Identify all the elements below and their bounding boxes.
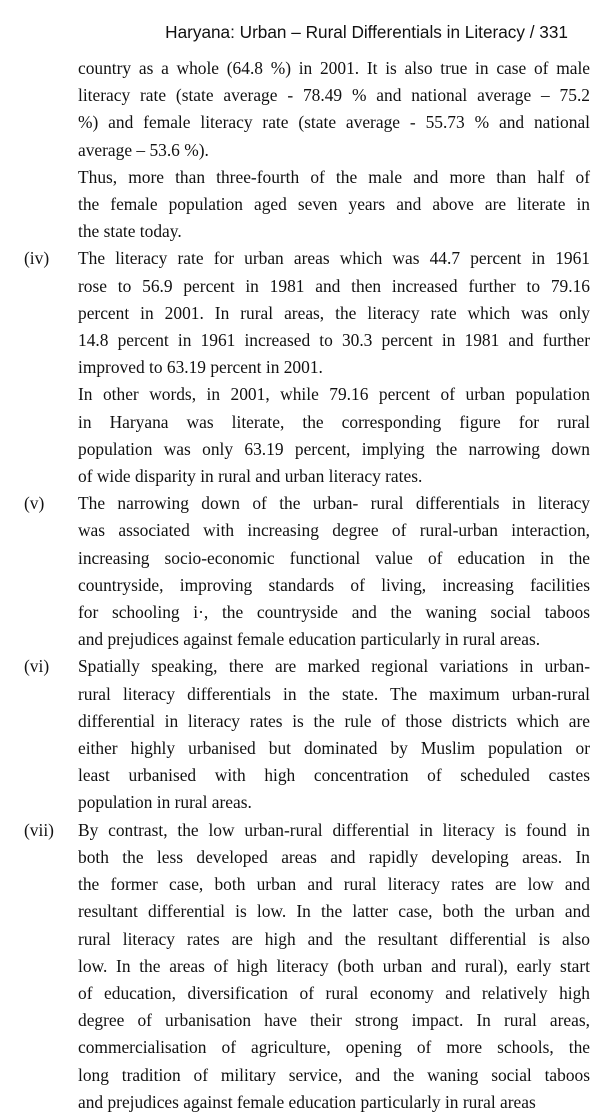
text-line: of wide disparity in rural and urban literacy rates. (78, 466, 423, 487)
paragraph-text (78, 245, 590, 381)
text-line: countryside, improving standards of living, increasing facilities (78, 574, 590, 595)
item-number: (iv) (24, 248, 50, 269)
text-line: for schooling i·, the countryside and the waning social taboos (78, 602, 590, 623)
paragraph (78, 164, 590, 246)
text-line: differential in literacy rates is the rule of those districts which are (78, 710, 590, 731)
text-line: and prejudices against female education particularly in rural areas. (78, 629, 541, 650)
text-line: the state today. (78, 221, 182, 242)
paragraph (78, 55, 590, 164)
text-line: The narrowing down of the urban- rural differentials in literacy (78, 493, 590, 514)
text-line: the female population aged seven years and above are literate in (78, 194, 590, 215)
paragraph-text (78, 55, 590, 164)
paragraph (78, 381, 590, 490)
paragraph-text (78, 817, 590, 1116)
text-line: %) and female literacy rate (state average - 55.73 % and national (78, 112, 590, 133)
numbered-item (24, 817, 590, 1116)
paragraph-text (78, 164, 590, 246)
text-line: resultant differential is low. In the latter case, both the urban and (78, 901, 590, 922)
text-line: percent in 2001. In rural areas, the literacy rate which was only (78, 302, 590, 323)
text-line: increasing socio-economic functional value of education in the (78, 547, 590, 568)
item-number: (vii) (24, 819, 54, 840)
numbered-item (24, 245, 590, 381)
text-line: average – 53.6 %). (78, 139, 209, 160)
running-header: Haryana: Urban – Rural Differentials in Literacy / 331 (165, 22, 568, 42)
numbered-item (24, 490, 590, 653)
text-line: country as a whole (64.8 %) in 2001. It is also true in case of male (78, 58, 590, 78)
text-line: By contrast, the low urban-rural differential in literacy is found in (78, 819, 590, 840)
text-line: population in rural areas. (78, 792, 252, 813)
text-line: improved to 63.19 percent in 2001. (78, 357, 323, 378)
paragraph-text (78, 490, 590, 653)
text-line: The literacy rate for urban areas which was 44.7 percent in 1961 (78, 248, 590, 269)
text-line: rose to 56.9 percent in 1981 and then increased further to 79.16 (78, 275, 590, 296)
text-line: In other words, in 2001, while 79.16 percent of urban population (78, 384, 590, 405)
text-line: population was only 63.19 percent, implying the narrowing down (78, 438, 590, 459)
text-line: both the less developed areas and rapidly developing areas. In (78, 846, 590, 867)
text-line: 14.8 percent in 1961 increased to 30.3 percent in 1981 and further (78, 330, 590, 351)
text-line: the former case, both urban and rural literacy rates are low and (78, 874, 590, 895)
numbered-item (24, 653, 590, 816)
text-line: rural literacy rates are high and the resultant differential is also (78, 928, 590, 949)
text-line: Spatially speaking, there are marked regional variations in urban- (78, 656, 590, 677)
item-number: (v) (24, 493, 45, 514)
text-line: literacy rate (state average - 78.49 % and national average – 75.2 (78, 85, 590, 106)
text-line: degree of urbanisation have their strong impact. In rural areas, (78, 1010, 590, 1031)
item-number: (vi) (24, 656, 50, 677)
text-line: and prejudices against female education particularly in rural areas (78, 1091, 536, 1112)
text-line: low. In the areas of high literacy (both urban and rural), early start (78, 955, 590, 976)
text-line: of education, diversification of rural economy and relatively high (78, 982, 590, 1003)
text-line: long tradition of military service, and the waning social taboos (78, 1064, 590, 1085)
text-line: either highly urbanised but dominated by Muslim population or (78, 738, 590, 759)
text-line: rural literacy differentials in the state. The maximum urban-rural (78, 683, 590, 704)
text-line: Thus, more than three-fourth of the male and more than half of (78, 166, 590, 187)
text-line: commercialisation of agriculture, opening of more schools, the (78, 1037, 590, 1058)
paragraph-text (78, 381, 590, 490)
page-body (24, 55, 590, 1116)
text-line: in Haryana was literate, the corresponding figure for rural (78, 411, 590, 432)
text-line: least urbanised with high concentration of scheduled castes (78, 765, 590, 786)
text-line: was associated with increasing degree of rural-urban interaction, (78, 520, 590, 541)
paragraph-text (78, 653, 590, 816)
